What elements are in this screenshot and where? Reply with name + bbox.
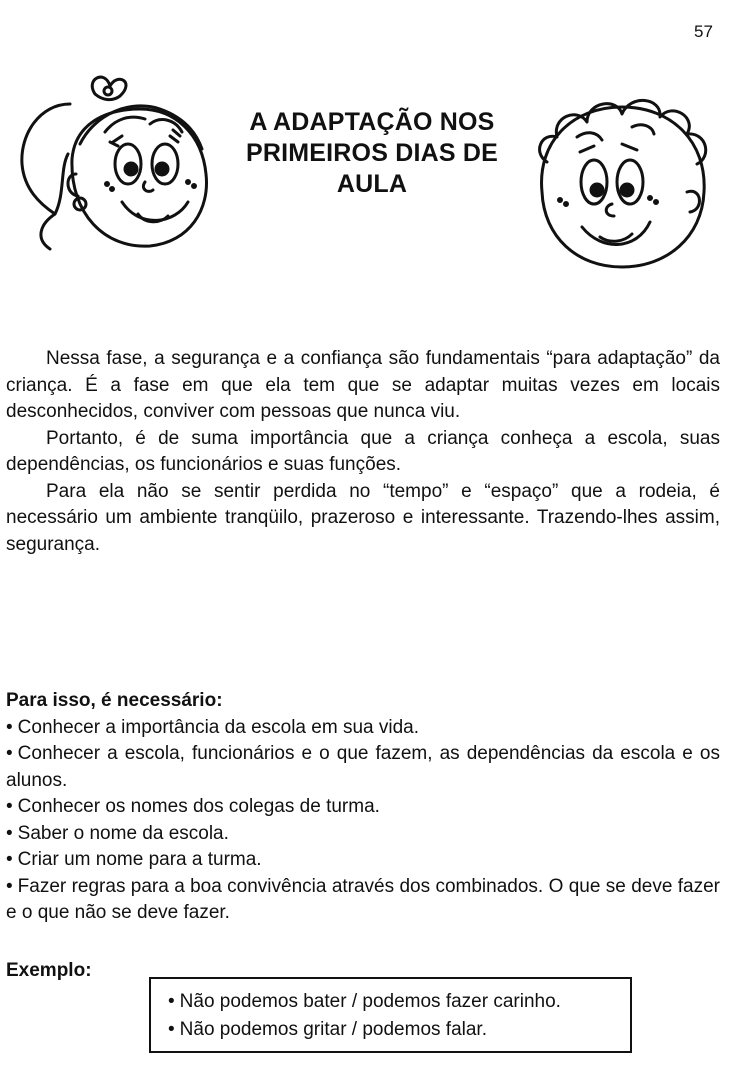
list-item: • Conhecer a escola, funcionários e o que fazem, as dependências da escola e os alunos.	[6, 741, 720, 794]
requirements-section	[6, 688, 720, 927]
list-item: • Conhecer os nomes dos colegas de turma.	[6, 794, 720, 821]
intro-paragraph: Nessa fase, a segurança e a confiança são fundamentais “para adaptação” da criança. É a fase em que ela tem que se adaptar muitas vezes em locais desconhecidos, conviver com pessoas que nunca viu.	[6, 348, 720, 422]
example-label: Exemplo:	[6, 960, 92, 981]
title-line: AULA	[336, 170, 408, 198]
requirements-heading: Para isso, é necessário:	[6, 690, 223, 711]
intro-text	[6, 346, 720, 558]
list-item: • Fazer regras para a boa convivência através dos combinados. O que se deve fazer e o que não se deve fazer.	[6, 874, 720, 927]
requirements-list	[6, 715, 720, 927]
intro-paragraph: Portanto, é de suma importância que a criança conheça a escola, suas dependências, os funcionários e suas funções.	[6, 427, 720, 475]
girl-face-icon	[10, 64, 220, 264]
example-box	[149, 977, 632, 1053]
boy-face-icon	[522, 82, 714, 272]
page-title	[222, 107, 522, 200]
list-item: • Não podemos gritar / podemos falar.	[168, 1016, 630, 1044]
title-line: PRIMEIROS DIAS DE	[245, 139, 499, 167]
list-item: • Não podemos bater / podemos fazer carinho.	[168, 988, 630, 1016]
list-item: • Criar um nome para a turma.	[6, 847, 720, 874]
intro-paragraph: Para ela não se sentir perdida no “tempo” e “espaço” que a rodeia, é necessário um ambiente tranqüilo, prazeroso e interessante. Trazendo-lhes assim, segurança.	[6, 480, 720, 555]
title-line: A ADAPTAÇÃO NOS	[249, 108, 495, 136]
list-item: • Saber o nome da escola.	[6, 821, 720, 848]
page-number: 57	[694, 22, 713, 41]
example-list	[168, 988, 630, 1044]
list-item: • Conhecer a importância da escola em sua vida.	[6, 715, 720, 742]
